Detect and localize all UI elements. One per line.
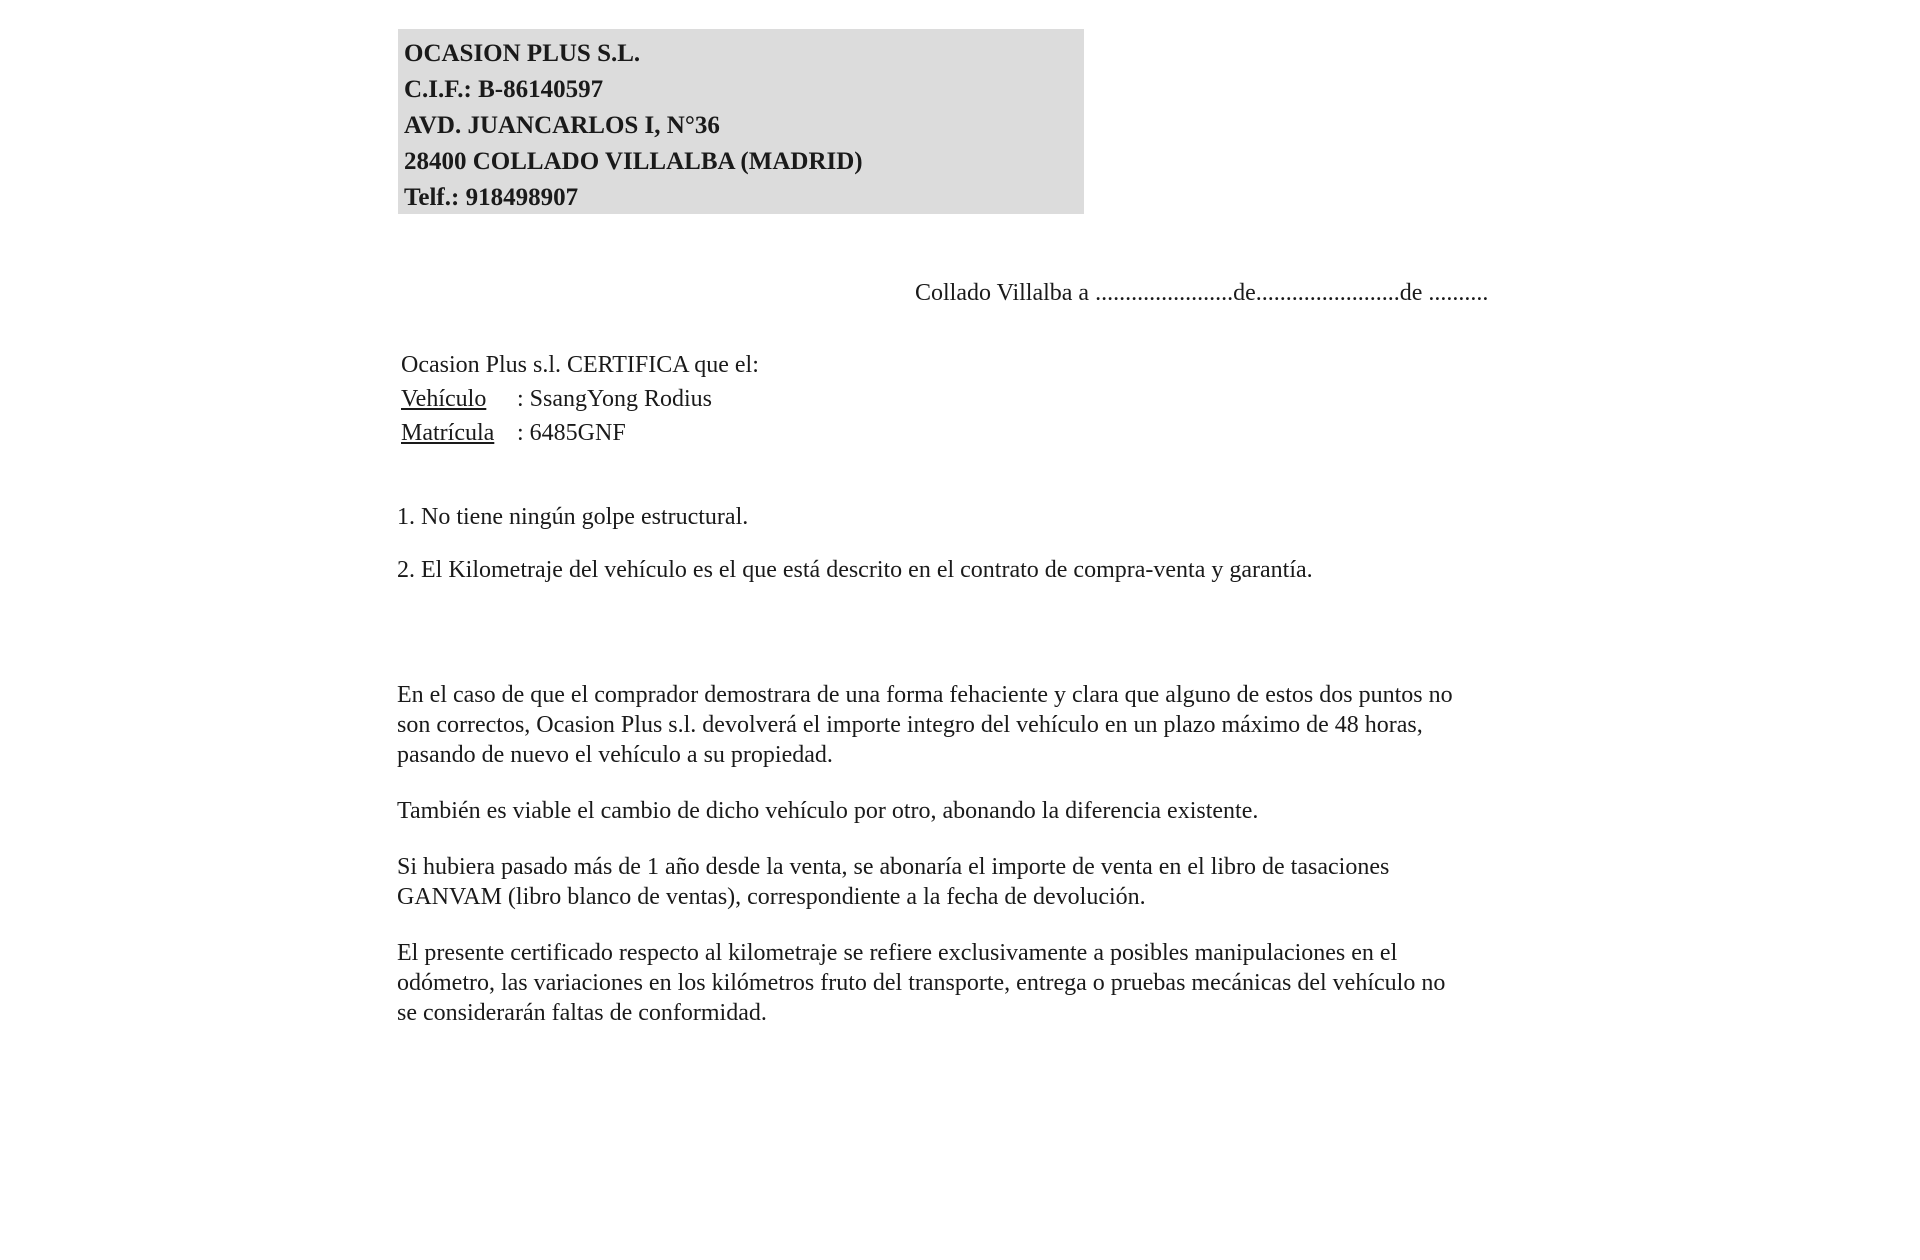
text-line: Si hubiera pasado más de 1 año desde la venta, se abonaría el importe de venta en el libro de tasaciones (397, 854, 1390, 880)
text-line: pasando de nuevo el vehículo a su propiedad. (397, 742, 833, 768)
mileage-scope-paragraph (397, 938, 1547, 1028)
company-cif: C.I.F.: B-86140597 (404, 76, 604, 103)
text-line: son correctos, Ocasion Plus s.l. devolverá el importe integro del vehículo en un plazo máximo de 48 horas, (397, 712, 1423, 738)
text-line: GANVAM (libro blanco de ventas), correspondiente a la fecha de devolución. (397, 884, 1146, 910)
company-phone: Telf.: 918498907 (404, 184, 579, 211)
date-line: Collado Villalba a .......................de........................de .......... (915, 280, 1489, 306)
text-line: odómetro, las variaciones en los kilómetros fruto del transporte, entrega o pruebas mecánicas del vehículo no (397, 970, 1446, 996)
vehicle-row (401, 382, 759, 416)
text-line: También es viable el cambio de dicho vehículo por otro, abonando la diferencia existente. (397, 798, 1259, 824)
certificate-intro: Ocasion Plus s.l. CERTIFICA que el: (401, 352, 759, 378)
text-line: En el caso de que el comprador demostrara de una forma fehaciente y clara que alguno de estos dos puntos no (397, 682, 1453, 708)
vehicle-label: Vehículo (401, 386, 487, 412)
text-line: El presente certificado respecto al kilometraje se refiere exclusivamente a posibles manipulaciones en el (397, 940, 1398, 966)
company-address: AVD. JUANCARLOS I, N°36 (404, 112, 720, 139)
certificate-block (401, 348, 759, 450)
company-city: 28400 COLLADO VILLALBA (MADRID) (404, 148, 863, 175)
company-name: OCASION PLUS S.L. (404, 40, 641, 67)
certified-points (397, 504, 1313, 584)
plate-row (401, 416, 759, 450)
plate-label: Matrícula (401, 420, 495, 446)
conditions-text (397, 680, 1547, 1054)
company-header-box (398, 29, 1084, 214)
plate-value: : 6485GNF (517, 420, 626, 446)
text-line: se considerarán faltas de conformidad. (397, 1000, 767, 1026)
valuation-paragraph (397, 852, 1547, 912)
vehicle-value: : SsangYong Rodius (517, 386, 712, 412)
point-item: 2. El Kilometraje del vehículo es el que está descrito en el contrato de compra-venta y garantía. (397, 557, 1313, 583)
point-item: 1. No tiene ningún golpe estructural. (397, 504, 749, 530)
refund-paragraph (397, 680, 1547, 770)
exchange-paragraph (397, 796, 1547, 826)
